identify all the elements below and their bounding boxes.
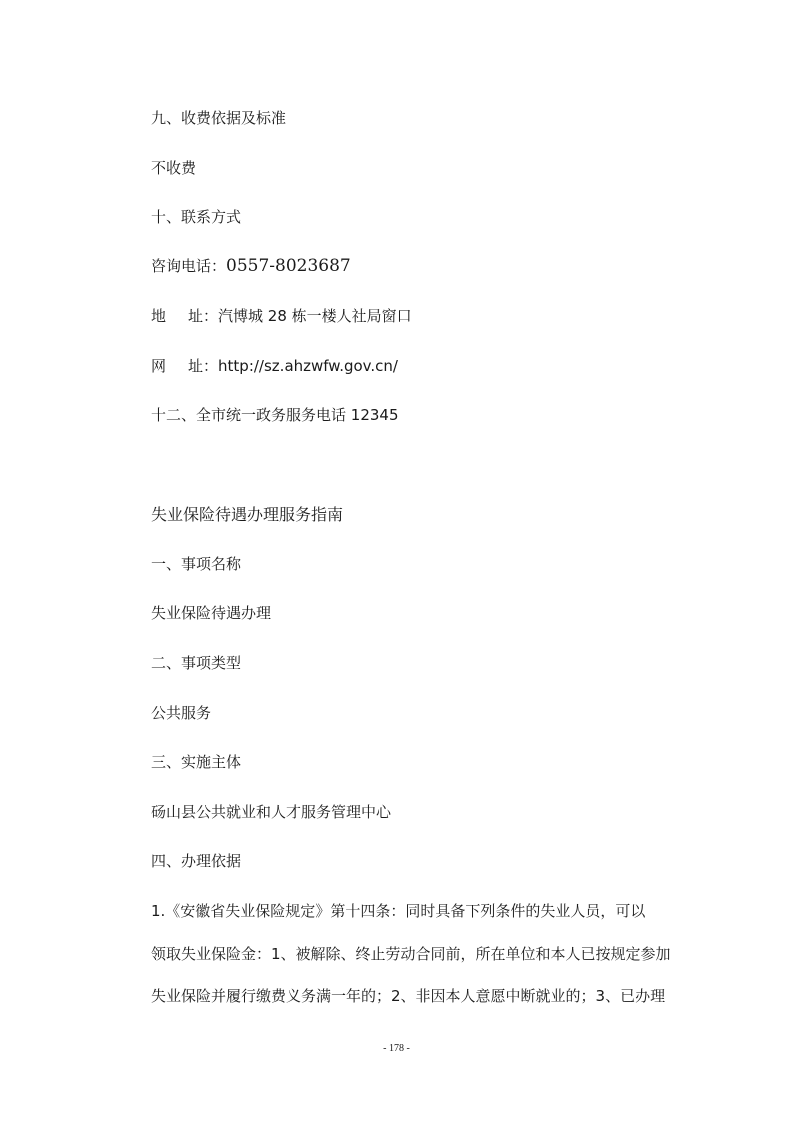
website-line [151,356,398,376]
item4-heading: 四、办理依据 [151,852,242,870]
phone-number: 0557-8023687 [226,256,351,276]
item1-heading: 一、事项名称 [151,555,242,573]
item2-heading: 二、事项类型 [151,654,242,672]
basis-paragraph-line: 领取失业保险金：1、被解除、终止劳动合同前，所在单位和本人已按规定参加 [151,945,671,963]
basis-paragraph-line: 失业保险并履行缴费义务满一年的；2、非因本人意愿中断就业的；3、已办理 [151,987,666,1005]
guide-title: 失业保险待遇办理服务指南 [151,505,344,524]
address-label-char2: 址： [188,307,219,325]
section9-heading: 九、收费依据及标准 [151,109,287,127]
website-label-char2: 址： [188,357,219,375]
phone-label: 咨询电话： [151,257,227,275]
website-label-char1: 网 [151,357,167,375]
address-line [151,306,412,326]
section12-heading: 十二、全市统一政务服务电话 12345 [151,406,399,424]
item1-content: 失业保险待遇办理 [151,604,272,622]
phone-line [151,256,351,276]
item3-heading: 三、实施主体 [151,753,242,771]
address-value: 汽博城 28 栋一楼人社局窗口 [218,307,412,325]
address-label-char1: 地 [151,307,167,325]
website-link[interactable]: http://sz.ahzwfw.gov.cn/ [218,357,398,375]
section9-content: 不收费 [151,159,197,177]
section10-heading: 十、联系方式 [151,208,242,226]
item3-content: 砀山县公共就业和人才服务管理中心 [151,803,392,821]
page-number: - 178 - [383,1043,410,1054]
basis-paragraph-line: 1.《安徽省失业保险规定》第十四条：同时具备下列条件的失业人员，可以 [151,902,646,920]
item2-content: 公共服务 [151,704,212,722]
